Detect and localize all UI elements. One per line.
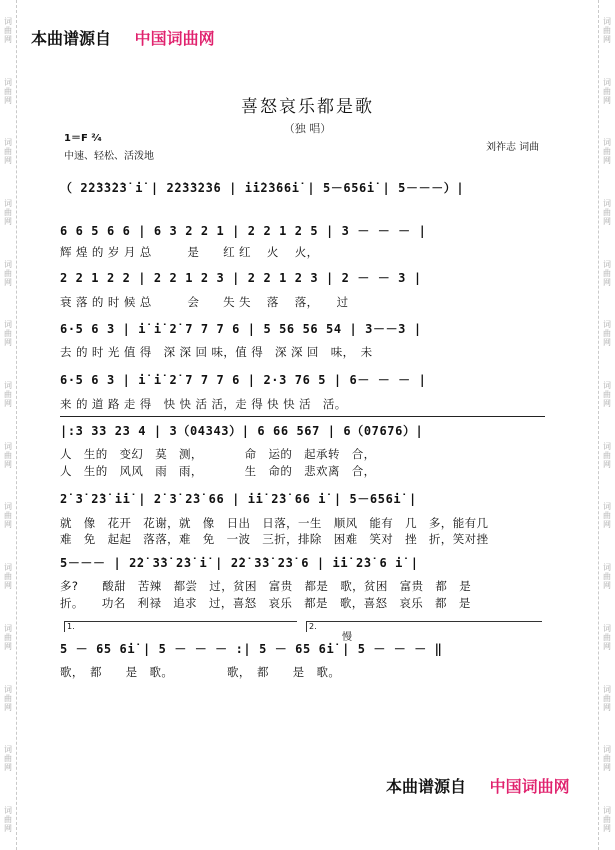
lyric-line: 难 免 起起 落落，难 免 一波 三折，排除 困难 笑对 挫 折，笑对挫	[60, 532, 489, 546]
second-ending-label: 2.	[309, 622, 317, 631]
notation-row: 2̇ 3̇ 2̇3̇ i̇i̇ | 2̇ 3̇ 2̇3̇ 66 | i̇i̇ 2̇3̇ 66 i̇ | 5－656i̇ |	[60, 492, 417, 506]
source-label: 本曲谱源自	[386, 777, 467, 796]
song-subtitle: （独 唱）	[283, 122, 332, 135]
notation-row: 6 6 5 6 6 | 6 3 2 2 1 | 2 2 1 2 5 | 3 － － － |	[60, 224, 427, 238]
source-site-link[interactable]: 中国词曲网	[134, 29, 215, 48]
lyric-line: 多? 酸甜 苦辣 都尝 过，贫困 富贵 都是 歌，贫困 富贵 都 是	[60, 579, 472, 593]
song-title: 喜怒哀乐都是歌	[241, 97, 374, 117]
watermark-text: 词曲网	[603, 320, 611, 348]
watermark-text: 词曲网	[603, 805, 611, 833]
watermark-text: 词曲网	[603, 502, 611, 530]
watermark-text: 词曲网	[603, 684, 611, 712]
notation-row: （ 2̇2̇3̇3̇2̇3̇ i̇ | 2̇2̇3̇3̇2̇3̇6 | i̇i̇2̇3̇66i̇ | 5－656i̇ | 5－－－）|	[60, 181, 465, 195]
notation-row: 6·5 6 3 | i̇ i̇ 2̇ 7 7 7 6 | 5 56 56 54 | 3－－3 |	[60, 322, 422, 336]
notation-row: 5 － 65 6i̇ | 5 － － － :| 5 － 65 6i̇ | 5 － － － ‖	[60, 642, 443, 656]
lyric-line: 人 生的 变幻 莫 测， 命 运的 起承转 合，	[60, 447, 376, 461]
watermark-text: 词曲网	[603, 259, 611, 287]
source-label: 本曲谱源自	[31, 29, 112, 48]
source-site-link[interactable]: 中国词曲网	[489, 777, 570, 796]
source-credit-top	[31, 26, 215, 49]
watermark-text: 词曲网	[4, 441, 12, 469]
composer-credit: 刘祚志 词曲	[486, 142, 540, 153]
first-ending-bracket	[64, 621, 297, 632]
watermark-text: 词曲网	[4, 684, 12, 712]
watermark-text: 词曲网	[603, 198, 611, 226]
lyric-line: 折。 功名 利禄 追求 过，喜怒 哀乐 都是 歌，喜怒 哀乐 都 是	[60, 596, 471, 610]
lyric-line: 人 生的 风风 雨 雨， 生 命的 悲欢离 合，	[60, 464, 376, 478]
watermark-text: 词曲网	[603, 441, 611, 469]
lyric-line: 就 像 花开 花谢，就 像 日出 日落，一生 顺风 能有 几 多，能有几	[60, 516, 489, 530]
watermark-text: 词曲网	[4, 745, 12, 773]
watermark-text: 词曲网	[4, 381, 12, 409]
watermark-text: 词曲网	[4, 259, 12, 287]
lyric-line: 衰 落 的 时 候 总 会 失 失 落 落， 过	[60, 295, 349, 309]
watermark-text: 词曲网	[603, 16, 611, 44]
watermark-text: 词曲网	[4, 502, 12, 530]
notation-row: |:3 33 23 4 | 3（04343）| 6 66 567 | 6（07676）|	[60, 424, 424, 438]
watermark-text: 词曲网	[4, 138, 12, 166]
watermark-text: 词曲网	[4, 623, 12, 651]
watermark-text: 词曲网	[603, 623, 611, 651]
notation-row: 2 2 1 2 2 | 2 2 1 2 3 | 2 2 1 2 3 | 2 － － 3 |	[60, 271, 422, 285]
watermark-text: 词曲网	[4, 320, 12, 348]
tempo-marking: 中速、轻松、活泼地	[64, 151, 154, 162]
lyric-line: 来 的 道 路 走 得 快 快 活 活，走 得 快 快 活 活。	[60, 397, 347, 411]
watermark-text: 词曲网	[4, 16, 12, 44]
source-credit-bottom	[386, 774, 570, 797]
first-ending-label: 1.	[67, 622, 75, 631]
lyric-line: 辉 煌 的 岁 月 总 是 红 红 火 火，	[60, 245, 319, 259]
notation-row: 5－－－ | 2̇2̇ 3̇3̇ 2̇3̇ i̇ | 2̇2̇ 3̇3̇ 2̇3̇ 6 | i̇i̇ 2̇3̇ 6 i̇ |	[60, 556, 419, 570]
watermark-text: 词曲网	[4, 805, 12, 833]
watermark-text: 词曲网	[603, 745, 611, 773]
watermark-text: 词曲网	[603, 563, 611, 591]
watermark-text: 词曲网	[603, 77, 611, 105]
lyric-line: 歌， 都 是 歌。 歌， 都 是 歌。	[60, 665, 341, 679]
key-signature: 1＝F ²⁄₄	[64, 133, 102, 144]
watermark-text: 词曲网	[4, 77, 12, 105]
section-divider	[60, 416, 545, 417]
slow-marking: 慢	[342, 632, 352, 643]
watermark-text: 词曲网	[4, 563, 12, 591]
notation-row: 6·5 6 3 | i̇ i̇ 2̇ 7 7 7 6 | 2·3 76 5 | 6－ － － |	[60, 373, 427, 387]
lyric-line: 去 的 时 光 值 得 深 深 回 味，值 得 深 深 回 味， 未	[60, 345, 373, 359]
watermark-text: 词曲网	[603, 138, 611, 166]
watermark-text: 词曲网	[603, 381, 611, 409]
watermark-text: 词曲网	[4, 198, 12, 226]
